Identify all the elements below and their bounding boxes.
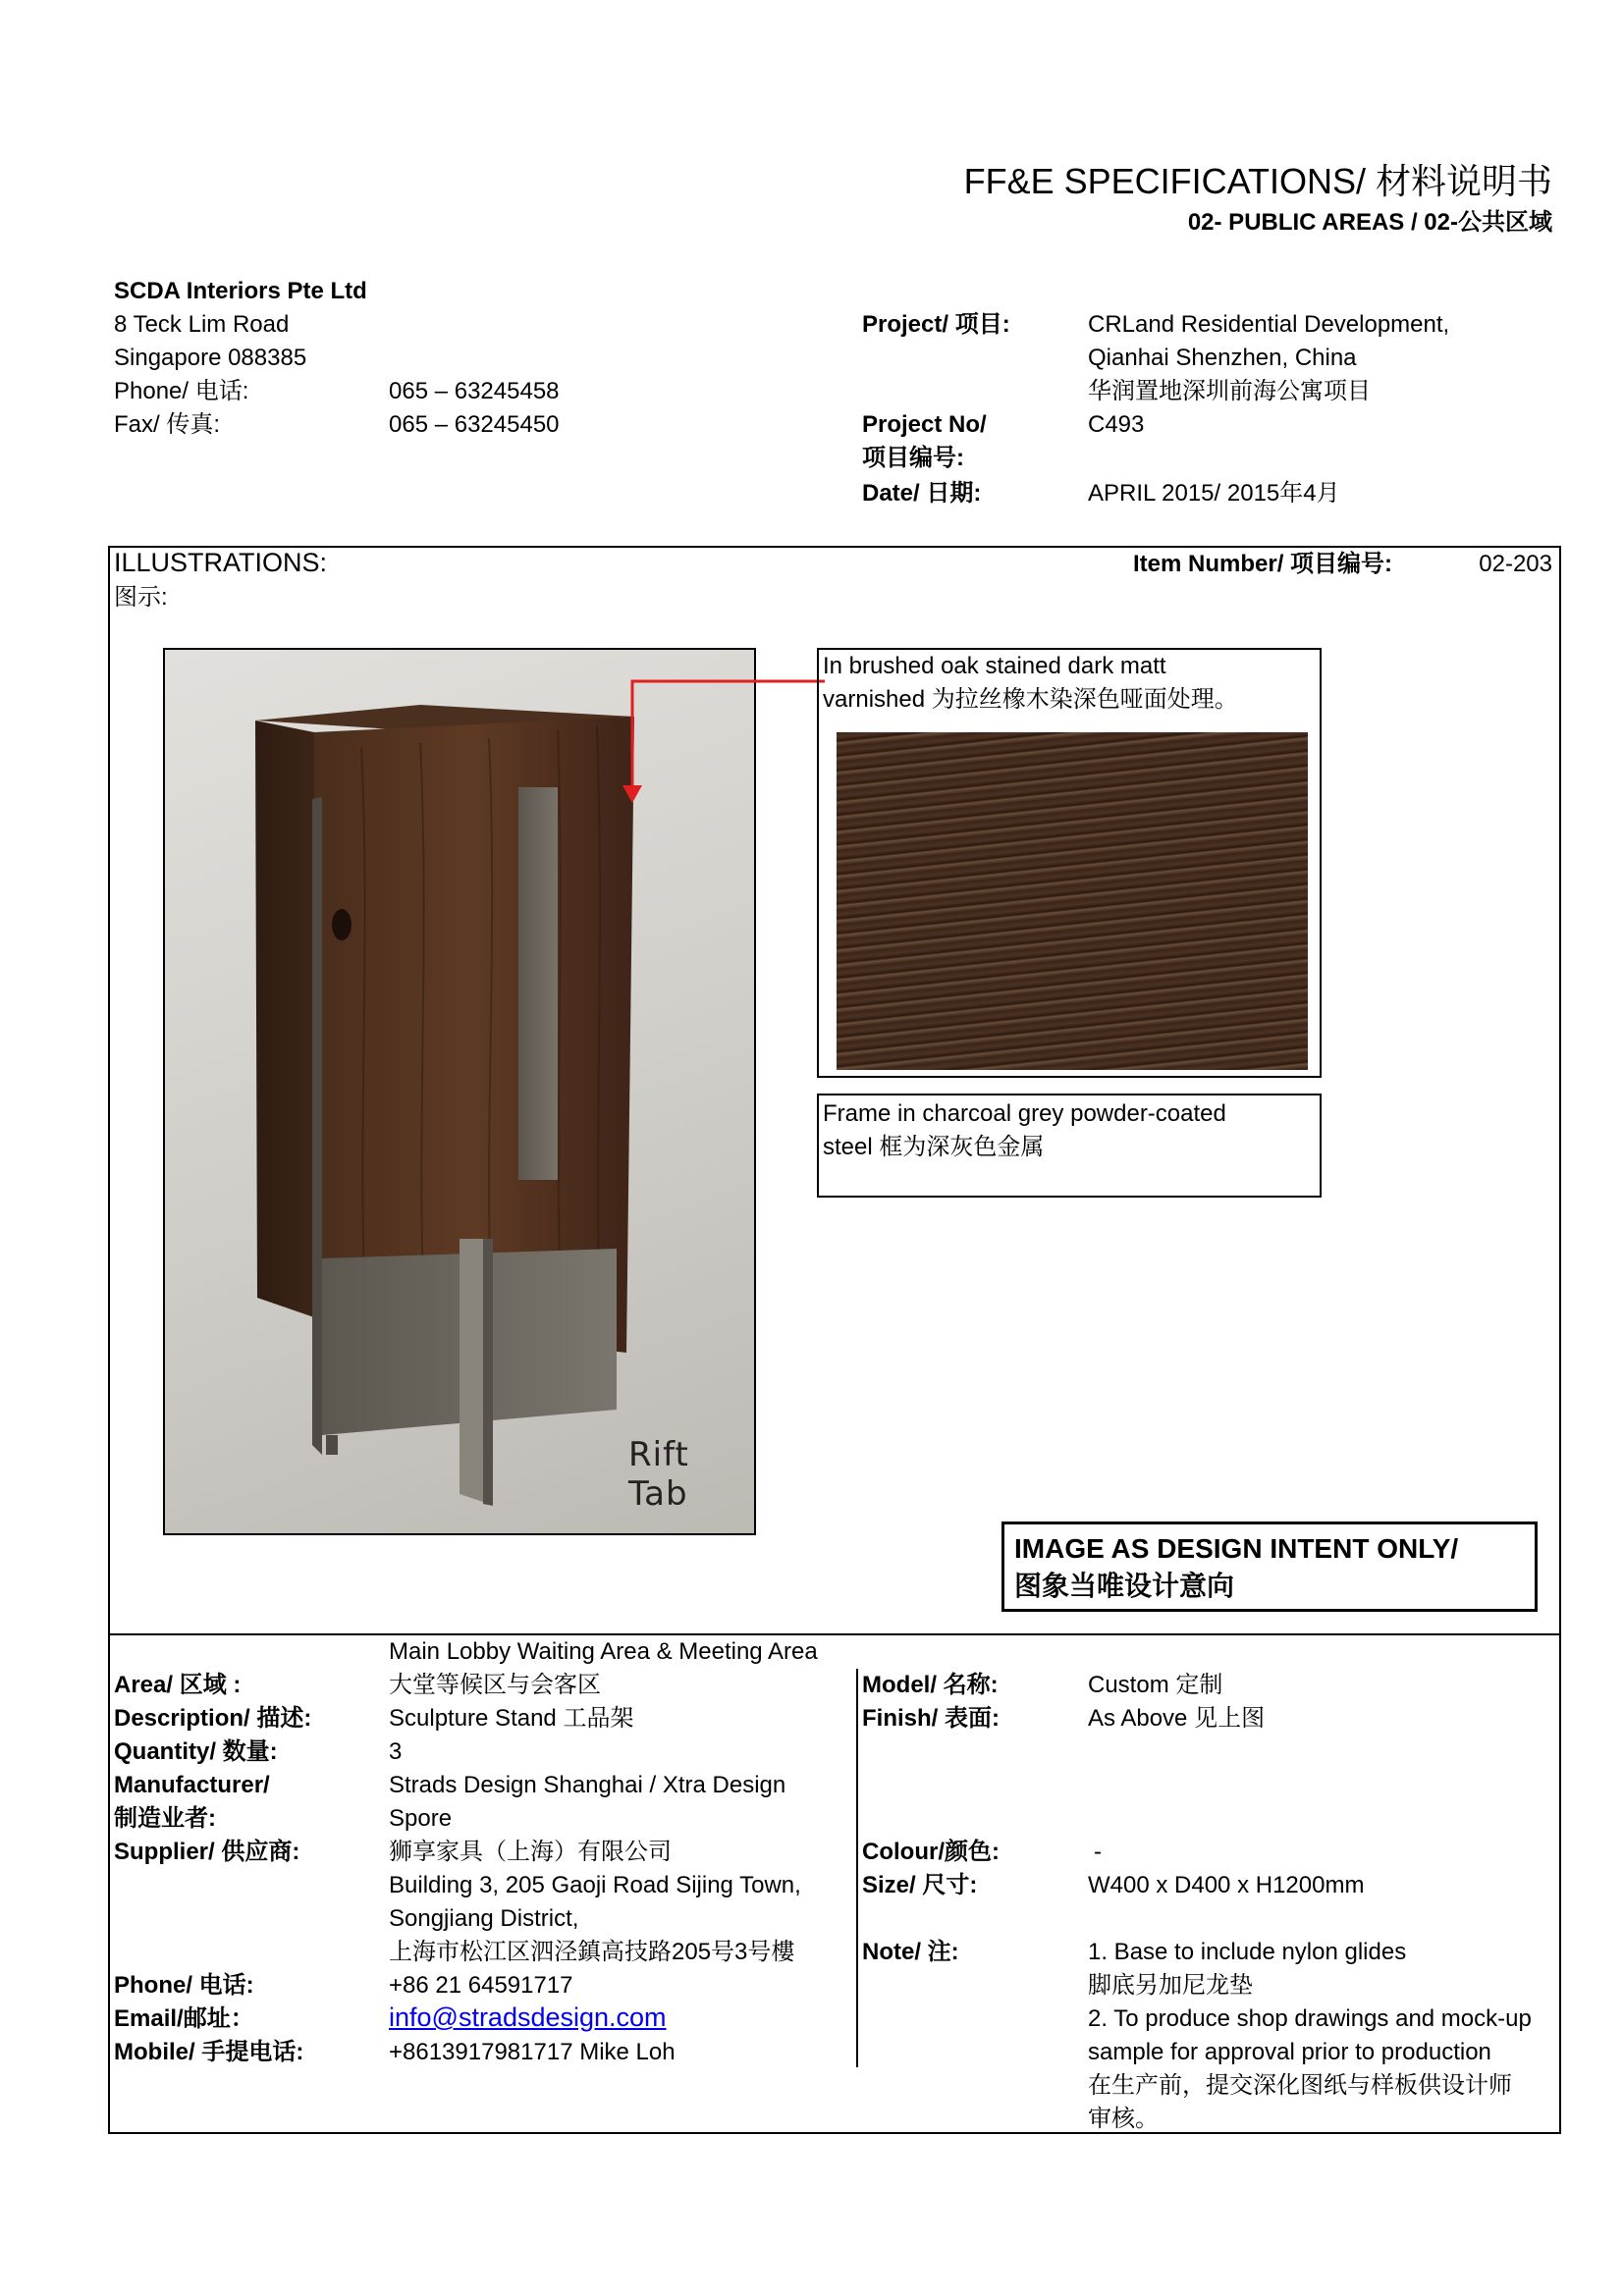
oak-sample-swatch (837, 732, 1308, 1070)
item-number-label: Item Number/ 项目编号: (1133, 551, 1393, 577)
company-phone: 065 – 63245458 (389, 378, 560, 404)
phone-value: +86 21 64591717 (389, 1972, 573, 1999)
company-phone-label: Phone/ 电话: (114, 378, 249, 404)
project-name-line1: CRLand Residential Development, (1088, 311, 1450, 338)
area-value-line2: 大堂等候区与会客区 (389, 1672, 601, 1698)
project-name-line2: Qianhai Shenzhen, China (1088, 345, 1357, 371)
note-line2: 脚底另加尼龙垫 (1088, 1972, 1253, 1999)
manufacturer-line1: Strads Design Shanghai / Xtra Design (389, 1772, 786, 1798)
note-line5: 在生产前，提交深化图纸与样板供设计师 (1088, 2072, 1512, 2099)
date-label: Date/ 日期: (862, 480, 982, 507)
area-label: Area/ 区域 : (114, 1672, 242, 1698)
colour-label: Colour/颜色: (862, 1839, 1000, 1865)
frame-note-line2: steel 框为深灰色金属 (823, 1134, 1045, 1160)
frame-note-box (817, 1094, 1322, 1198)
document-title: FF&E SPECIFICATIONS/ 材料说明书 (963, 161, 1552, 201)
size-value: W400 x D400 x H1200mm (1088, 1872, 1365, 1898)
finish-note-line2: varnished 为拉丝橡木染深色哑面处理。 (823, 686, 1238, 713)
project-name-line3: 华润置地深圳前海公寓项目 (1088, 378, 1371, 404)
illustrations-label: ILLUSTRATIONS: (114, 548, 328, 577)
finish-label: Finish/ 表面: (862, 1705, 1000, 1732)
email-link[interactable]: info@stradsdesign.com (389, 2002, 667, 2032)
note-line1: 1. Base to include nylon glides (1088, 1939, 1407, 1965)
supplier-line4: 上海市松江区泗泾鎮高技路205号3号樓 (389, 1939, 795, 1965)
supplier-line2: Building 3, 205 Gaoji Road Sijing Town, (389, 1872, 801, 1898)
project-label: Project/ 项目: (862, 311, 1010, 338)
finish-note-line1: In brushed oak stained dark matt (823, 653, 1166, 679)
company-fax-label: Fax/ 传真: (114, 411, 221, 438)
company-address-line1: 8 Teck Lim Road (114, 311, 290, 338)
item-number: 02-203 (1479, 551, 1552, 577)
phone-label: Phone/ 电话: (114, 1972, 254, 1999)
disclaimer-line1: IMAGE AS DESIGN INTENT ONLY/ (1014, 1533, 1459, 1564)
model-value: Custom 定制 (1088, 1672, 1223, 1698)
colour-value: - (1094, 1839, 1102, 1865)
supplier-line1: 狮享家具（上海）有限公司 (389, 1839, 672, 1865)
design-intent-disclaimer (1001, 1522, 1538, 1612)
finish-value: As Above 见上图 (1088, 1705, 1266, 1732)
pointer-arrow-icon (619, 677, 835, 805)
note-line3: 2. To produce shop drawings and mock-up (1088, 2005, 1532, 2032)
photo-caption: Rift Tab (628, 1435, 689, 1514)
company-name: SCDA Interiors Pte Ltd (114, 278, 367, 304)
project-no: C493 (1088, 411, 1145, 438)
manufacturer-line2: Spore (389, 1805, 453, 1832)
manufacturer-label: Manufacturer/ (114, 1772, 270, 1798)
size-label: Size/ 尺寸: (862, 1872, 978, 1898)
note-line4: sample for approval prior to production (1088, 2039, 1491, 2065)
quantity-label: Quantity/ 数量: (114, 1738, 278, 1765)
note-label: Note/ 注: (862, 1939, 959, 1965)
date-value: APRIL 2015/ 2015年4月 (1088, 480, 1340, 507)
supplier-line3: Songjiang District, (389, 1905, 579, 1932)
company-fax: 065 – 63245450 (389, 411, 560, 438)
email-label: Email/邮址： (114, 2005, 254, 2032)
document-subtitle: 02- PUBLIC AREAS / 02-公共区域 (1187, 209, 1552, 236)
finish-note-box (817, 648, 1322, 1078)
mobile-label: Mobile/ 手提电话: (114, 2039, 304, 2065)
project-no-label-cn: 项目编号: (862, 445, 964, 471)
company-address-line2: Singapore 088385 (114, 345, 307, 371)
description-label: Description/ 描述: (114, 1705, 312, 1732)
manufacturer-label-cn: 制造业者: (114, 1805, 216, 1832)
description-value: Sculpture Stand 工品架 (389, 1705, 634, 1732)
mobile-value: +8613917981717 Mike Loh (389, 2039, 676, 2065)
project-no-label: Project No/ (862, 411, 987, 438)
area-value-line1: Main Lobby Waiting Area & Meeting Area (389, 1638, 818, 1665)
illustrations-label-cn: 图示: (114, 584, 168, 611)
disclaimer-line2: 图象当唯设计意向 (1014, 1571, 1235, 1601)
details-divider (856, 1669, 858, 2067)
frame-note-line1: Frame in charcoal grey powder-coated (823, 1100, 1226, 1127)
supplier-label: Supplier/ 供应商: (114, 1839, 300, 1865)
quantity-value: 3 (389, 1738, 403, 1765)
model-label: Model/ 名称: (862, 1672, 999, 1698)
note-line6: 审核。 (1088, 2106, 1159, 2132)
